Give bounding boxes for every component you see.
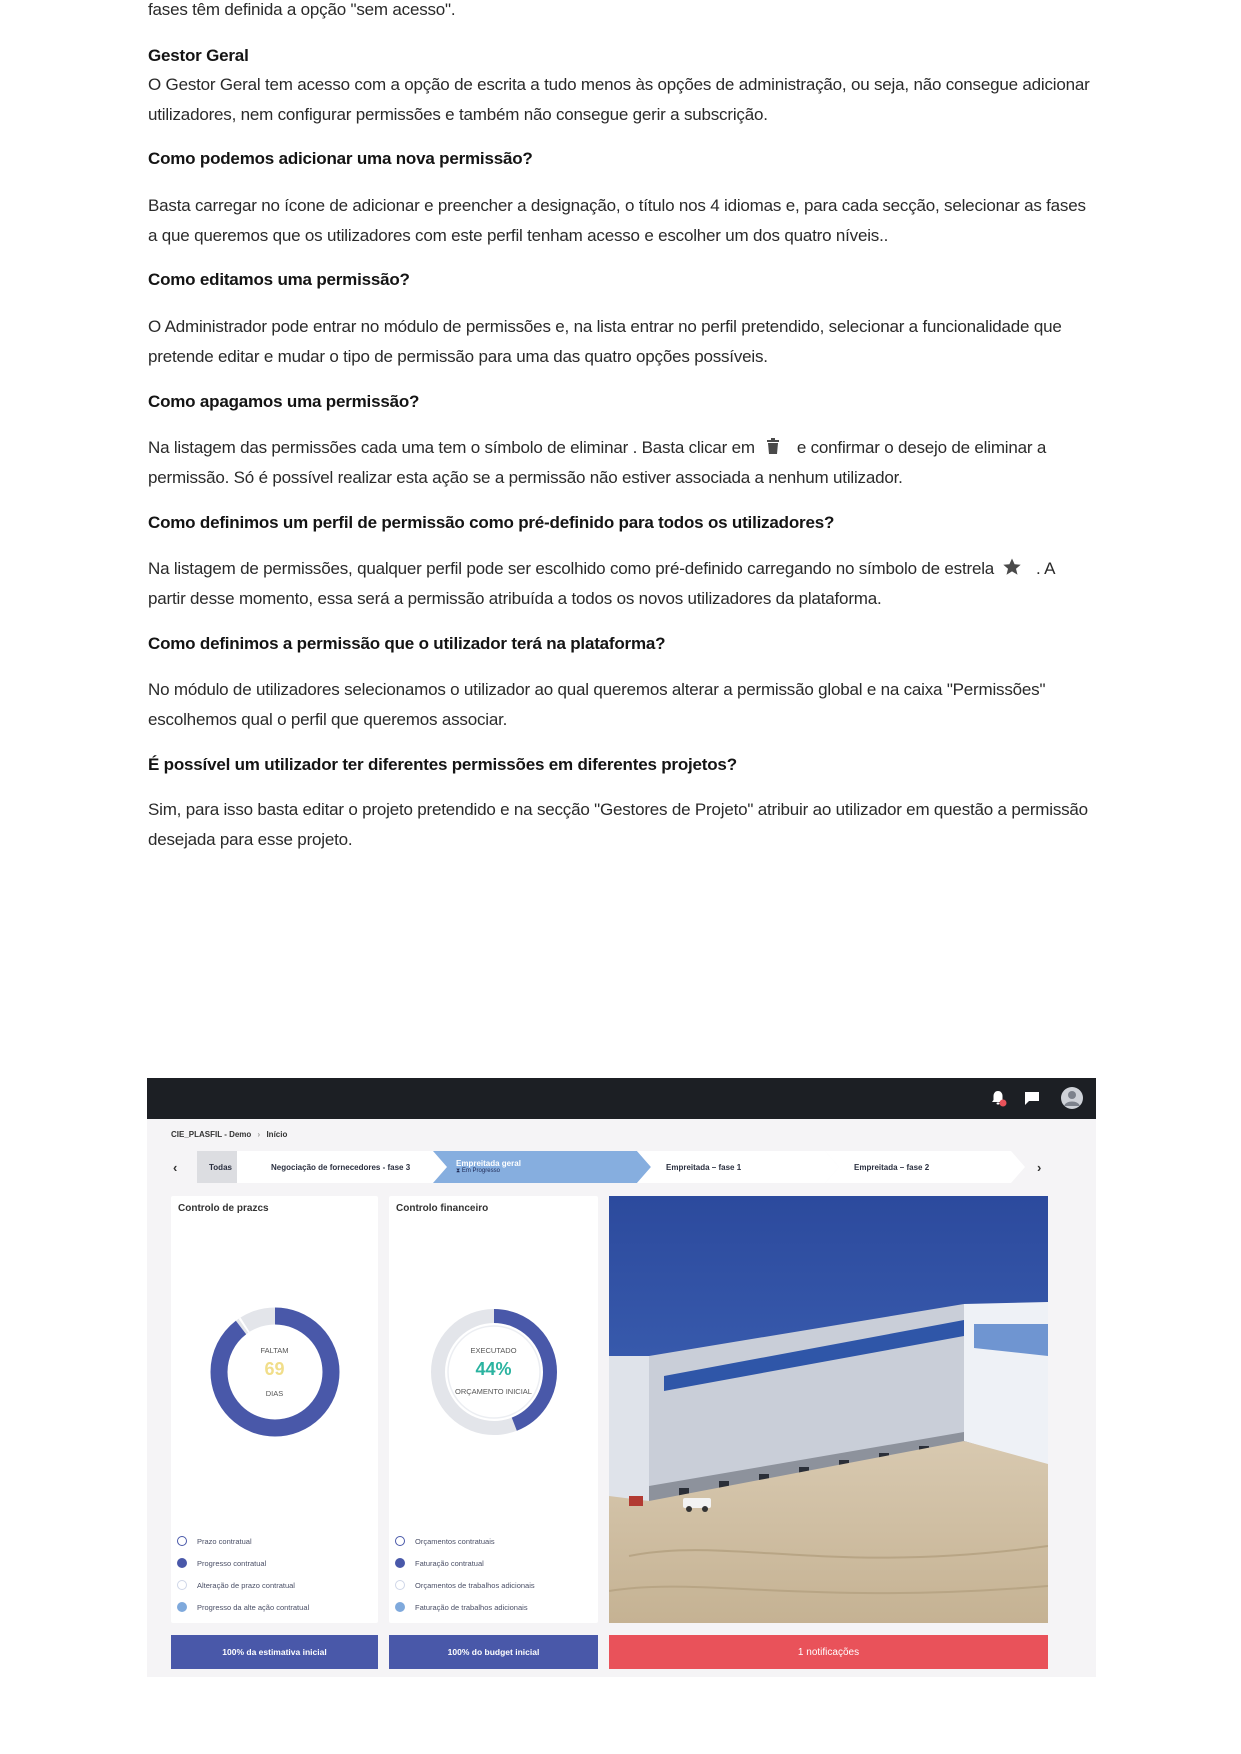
breadcrumb-project[interactable]: CIE_PLASFIL - Demo <box>171 1130 252 1139</box>
phase-tab-empreitada-geral[interactable] <box>456 1151 521 1183</box>
card-controlo-prazos <box>171 1196 378 1623</box>
legend-item <box>177 1536 252 1546</box>
phase-tab-fase-1[interactable]: Empreitada – fase 1 <box>666 1162 742 1172</box>
legend-label: Prazo contratual <box>197 1536 252 1546</box>
answer-project-permissions: Sim, para isso basta editar o projeto pretendido e na secção "Gestores de Projeto" atribuir ao utilizador em questão a permissão desejada para esse projeto. <box>148 800 1088 849</box>
legend-dot <box>395 1602 405 1612</box>
financeiro-center-value: 44% <box>475 1359 512 1379</box>
legend-label: Orçamentos de trabalhos adicionais <box>415 1580 535 1590</box>
project-photo-drawing <box>609 1196 1048 1623</box>
phase-tab-negociacao[interactable]: Negociação de fornecedores - fase 3 <box>271 1162 411 1172</box>
legend-dot <box>395 1580 405 1590</box>
answer-default-text-a: Na listagem de permissões, qualquer perfil pode ser escolhido como pré-definido carregando no símbolo de estrela <box>148 559 995 578</box>
question-add-permission: Como podemos adicionar uma nova permissão? <box>148 149 533 168</box>
question-delete-permission: Como apagamos uma permissão? <box>148 392 420 411</box>
answer-user-permission: No módulo de utilizadores selecionamos o utilizador ao qual queremos alterar a permissão global e na caixa "Permissões" escolhemos qual o perfil que queremos associar. <box>148 680 1046 729</box>
answer-default-text-b: . A partir desse momento, essa será a permissão atribuída a todos os novos utilizadores da plataforma. <box>148 559 1055 608</box>
question-user-permission: Como definimos a permissão que o utilizador terá na plataforma? <box>148 634 666 653</box>
legend-label: Alteração de prazo contratual <box>197 1580 295 1590</box>
prazos-estimate-button[interactable]: 100% da estimativa inicial <box>171 1635 378 1669</box>
app-topbar <box>147 1078 1096 1119</box>
legend-dot <box>395 1536 405 1546</box>
app-screenshot <box>147 1078 1096 1677</box>
answer-delete-text-b: e confirmar o desejo de eliminar a permissão. Só é possível realizar esta ação se a permissão não estiver associada a nenhum utilizador. <box>148 438 1047 487</box>
phase-prev-chevron-icon[interactable]: ‹ <box>173 1159 178 1175</box>
legend-dot <box>177 1580 187 1590</box>
financeiro-center-top: EXECUTADO <box>470 1346 517 1355</box>
phase-stepper <box>171 1151 1051 1183</box>
financeiro-center-bottom: ORÇAMENTO INICIAL <box>455 1387 532 1396</box>
gestor-geral-body: O Gestor Geral tem acesso com a opção de escrita a tudo menos às opções de administração, ou seja, não consegue adicionar utilizadores, nem configurar permissões e também não consegue gerir a subscrição. <box>148 75 1090 124</box>
answer-add-permission: Basta carregar no ícone de adicionar e preencher a designação, o título nos 4 idiomas e, para cada secção, selecionar as fases a que queremos que os utilizadores com este perfil tenham acesso e escolher um dos quatro níveis.. <box>148 196 1086 245</box>
answer-default-permission <box>148 554 1096 613</box>
question-project-permissions: É possível um utilizador ter diferentes permissões em diferentes projetos? <box>148 755 737 774</box>
avatar[interactable] <box>1060 1086 1084 1110</box>
legend-label: Faturação de trabalhos adicionais <box>415 1602 528 1612</box>
project-photo <box>609 1196 1048 1623</box>
phase-status-label: Em Progresso <box>461 1168 500 1174</box>
gestor-geral-heading: Gestor Geral <box>148 46 249 65</box>
legend-label: Orçamentos contratuais <box>415 1536 495 1546</box>
answer-delete-text-a: Na listagem das permissões cada uma tem o símbolo de eliminar . Basta clicar em <box>148 438 755 457</box>
legend-label: Faturação contratual <box>415 1558 484 1568</box>
breadcrumb-separator-icon: › <box>257 1130 261 1139</box>
legend-dot <box>177 1558 187 1568</box>
hourglass-icon: ⧗ <box>456 1168 461 1174</box>
question-edit-permission: Como editamos uma permissão? <box>148 270 410 289</box>
financeiro-budget-button[interactable]: 100% do budget inicial <box>389 1635 598 1669</box>
answer-edit-permission: O Administrador pode entrar no módulo de permissões e, na lista entrar no perfil pretendido, selecionar a funcionalidade que pretende editar e mudar o tipo de permissão para uma das quatro opções possíveis. <box>148 317 1062 366</box>
intro-tail: fases têm definida a opção "sem acesso". <box>148 0 456 19</box>
legend-item <box>395 1536 495 1546</box>
prazos-center-top: FALTAM <box>260 1346 289 1355</box>
bell-icon[interactable] <box>987 1087 1009 1109</box>
prazos-center-bottom: DIAS <box>265 1389 284 1398</box>
answer-delete-permission <box>148 433 1096 492</box>
legend-dot <box>395 1558 405 1568</box>
legend-dot <box>177 1536 187 1546</box>
legend-label: Progresso da alte ação contratual <box>197 1602 310 1612</box>
breadcrumb <box>171 1130 291 1139</box>
card-controlo-financeiro <box>389 1196 598 1623</box>
prazos-center-value: 69 <box>264 1359 285 1379</box>
card-prazos-title: Controlo de prazcs <box>178 1203 269 1214</box>
notifications-button[interactable]: 1 notificações <box>609 1635 1048 1669</box>
legend-label: Progresso contratual <box>197 1558 267 1568</box>
phase-tab-fase-2[interactable]: Empreitada – fase 2 <box>854 1162 930 1172</box>
legend-item <box>177 1602 309 1612</box>
star-icon <box>1002 557 1022 577</box>
card-financeiro-title: Controlo financeiro <box>396 1203 489 1214</box>
chat-icon[interactable] <box>1021 1087 1043 1109</box>
legend-item <box>395 1580 535 1590</box>
phase-next-chevron-icon[interactable]: › <box>1037 1159 1042 1175</box>
breadcrumb-home[interactable]: Início <box>266 1130 288 1139</box>
phase-tab-todas[interactable]: Todas <box>209 1162 232 1172</box>
question-default-permission: Como definimos um perfil de permissão como pré-definido para todos os utilizadores? <box>148 513 835 532</box>
trash-icon <box>763 436 783 456</box>
legend-item <box>177 1558 266 1568</box>
legend-item <box>177 1580 295 1590</box>
phase-status <box>456 1168 500 1175</box>
legend-item <box>395 1602 528 1612</box>
legend-item <box>395 1558 484 1568</box>
phase-tab-empreitada-geral-label: Empreitada geral <box>456 1159 521 1168</box>
legend-dot <box>177 1602 187 1612</box>
